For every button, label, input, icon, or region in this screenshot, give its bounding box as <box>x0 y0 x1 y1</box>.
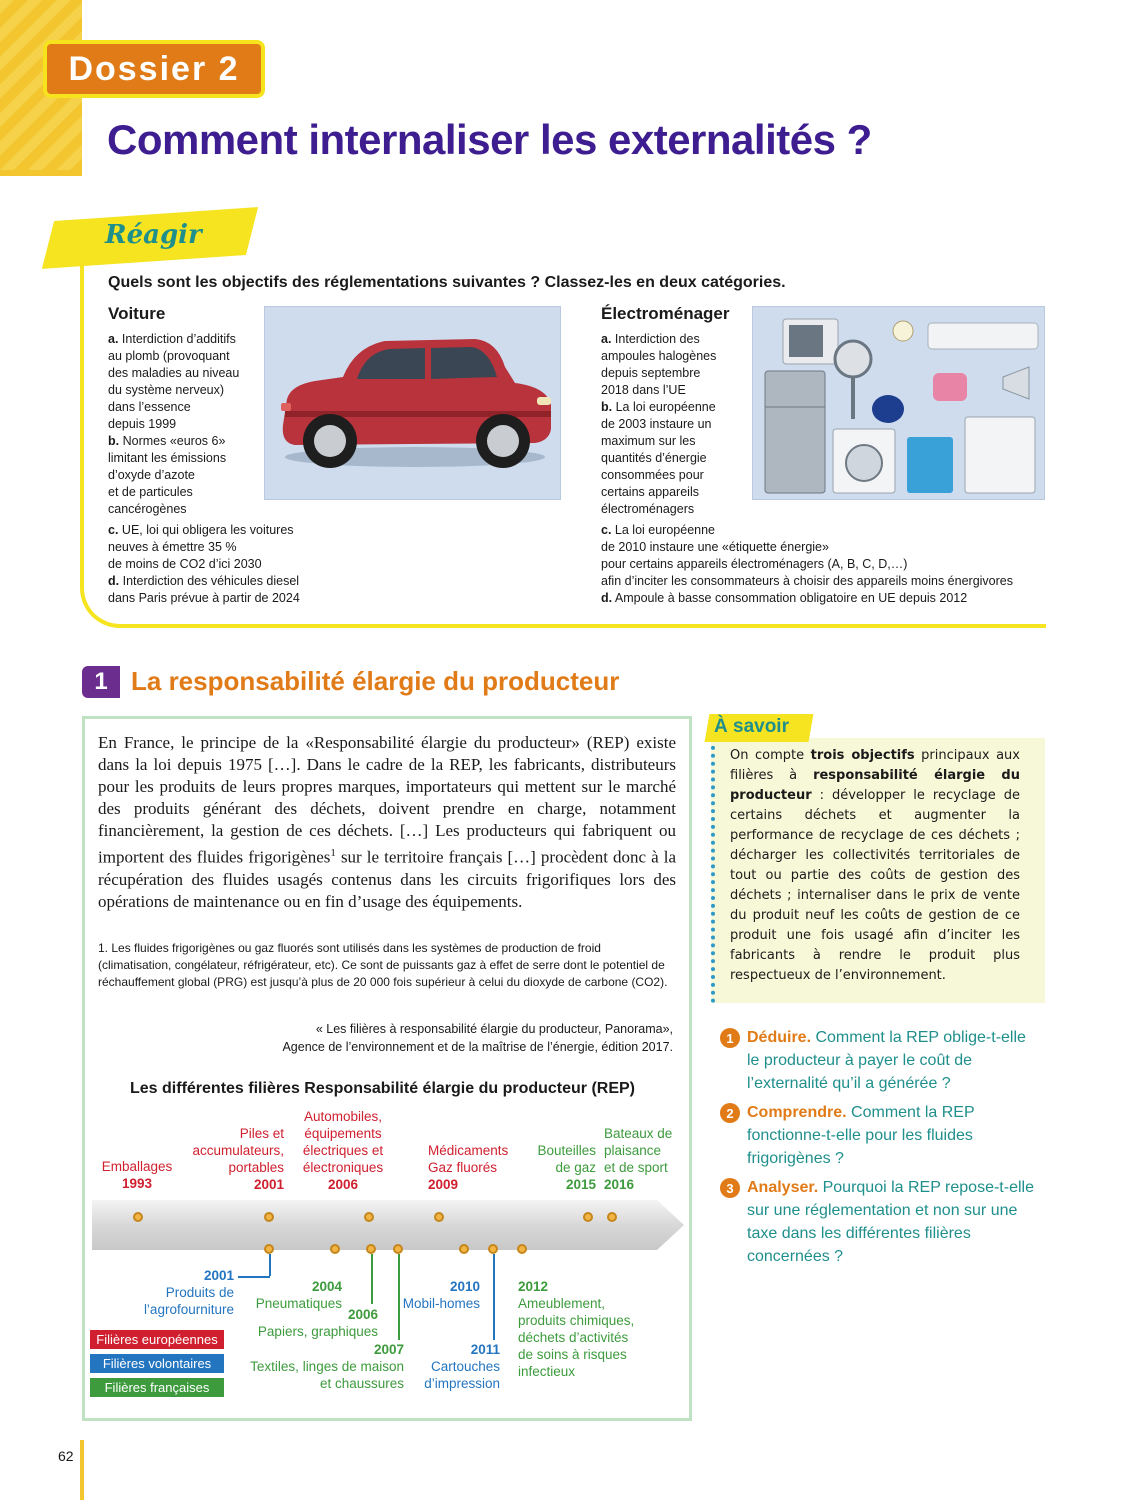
question-number: 1 <box>720 1028 740 1048</box>
timeline-top-item <box>182 1125 284 1193</box>
timeline-dot <box>366 1244 376 1254</box>
question-item <box>720 1101 1040 1170</box>
tl-label: l’agrofourniture <box>143 1302 234 1317</box>
tl-label: Gaz fluorés <box>428 1160 498 1175</box>
savoir-part: principaux aux filières à <box>730 748 1020 783</box>
tl-label: équipements <box>304 1126 382 1141</box>
tl-label: Cartouches <box>430 1359 500 1374</box>
tl-year: 2006 <box>327 1177 359 1192</box>
doc-text-part2: sur le territoire français […] procèdent donc à la récupération des fluides usagés contenus dans les circuits frigorifiques lors des opérations de maintenance ou en fin d’usage des équipements. <box>98 847 676 911</box>
timeline-top-item <box>604 1125 684 1193</box>
item-line: La loi européenne <box>614 523 716 537</box>
tl-label: électroniques <box>302 1160 384 1175</box>
tl-year: 2012 <box>518 1279 549 1294</box>
reagir-label: Réagir <box>105 220 202 250</box>
item-line: UE, loi qui obligera les voitures <box>121 523 294 537</box>
question-keyword: Analyser. <box>747 1179 819 1196</box>
section-number: 1 <box>82 666 120 698</box>
item-line: depuis septembre <box>601 366 701 380</box>
voiture-item-a <box>108 331 258 518</box>
legend-francaises: Filières françaises <box>90 1378 224 1397</box>
tl-year: 2015 <box>565 1177 596 1192</box>
item-line: de 2003 instaure un <box>601 417 712 431</box>
item-line: consommées pour <box>601 468 704 482</box>
voiture-item-c <box>108 522 300 607</box>
source-line: « Les filières à responsabilité élargie du producteur, Panorama», <box>315 1022 673 1036</box>
item-letter: a. <box>108 332 119 346</box>
timeline-dot <box>264 1212 274 1222</box>
page-title: Comment internaliser les externalités ? <box>107 116 872 163</box>
question-item <box>720 1026 1040 1095</box>
tl-year: 2010 <box>449 1279 480 1294</box>
savoir-bold: trois objectifs <box>810 748 915 763</box>
tl-year: 2016 <box>604 1177 635 1192</box>
item-line: cancérogènes <box>108 502 187 516</box>
item-letter: b. <box>601 400 613 414</box>
timeline-dot <box>607 1212 617 1222</box>
timeline-dot <box>330 1244 340 1254</box>
item-letter: c. <box>601 523 612 537</box>
item-line: limitant les émissions <box>108 451 227 465</box>
item-line: du système nerveux) <box>108 383 225 397</box>
item-line: maximum sur les <box>601 434 696 448</box>
question-text: Comment la REP oblige-t-elle le producteur à payer le coût de l’externalité qu’il a générée ? <box>747 1029 1026 1092</box>
timeline-top-item <box>100 1158 174 1192</box>
tl-year: 2004 <box>311 1279 342 1294</box>
question-text: Comment la REP fonctionne-t-elle pour les fluides frigorigènes ? <box>747 1104 975 1167</box>
page-bar <box>80 1440 84 1500</box>
page-number: 62 <box>58 1448 74 1464</box>
timeline-dot <box>488 1244 498 1254</box>
item-line: ampoules halogènes <box>601 349 717 363</box>
connector-line <box>371 1254 373 1304</box>
tl-label: portables <box>228 1160 284 1175</box>
timeline-dot <box>393 1244 403 1254</box>
item-line: Normes «euros 6» <box>122 434 226 448</box>
timeline-top-item <box>428 1142 524 1193</box>
tl-label: et chaussures <box>319 1376 404 1391</box>
item-letter: d. <box>601 591 613 605</box>
footnote: 1. Les fluides frigorigènes ou gaz fluorés sont utilisés dans les systèmes de production de froid (climatisation, congélateur, réfrigérateur, etc). Ce sont de puissants gaz à effet de serre dont le potentiel de réchauffement global (PRG) est jusqu’à plus de 20 000 fois supérieur à celui du dioxyde de carbone (CO2). <box>98 941 668 989</box>
legend-volontaires: Filières volontaires <box>90 1354 224 1373</box>
item-line: Ampoule à basse consommation obligatoire en UE depuis 2012 <box>614 591 968 605</box>
tl-label: d’impression <box>424 1376 500 1391</box>
tl-year: 2009 <box>428 1177 459 1192</box>
savoir-part: : développer le recyclage de certains déchets et augmenter la performance de recyclage de ces déchets ; décharger les collectivités territoriales de tout ou partie des coûts de gestion des déchets ; internaliser dans le prix de vente du produit neuf les coûts de gestion de ce produit une fois usagé afin d’inciter les fabricants à rendre le produit plus respectueux de l’environnement. <box>730 788 1020 983</box>
savoir-label: À savoir <box>714 716 789 737</box>
question-keyword: Déduire. <box>747 1029 812 1046</box>
item-line: dans Paris prévue à partir de 2024 <box>108 591 300 605</box>
electro-title: Électroménager <box>601 304 730 323</box>
tl-label: Ameublement, <box>518 1296 606 1311</box>
tl-label: Bouteilles <box>537 1143 596 1158</box>
tl-year: 2011 <box>470 1342 500 1357</box>
connector-line <box>493 1254 495 1340</box>
legend-europe: Filières européennes <box>90 1330 224 1349</box>
question-text: Pourquoi la REP repose-t-elle sur une réglementation et non sur une taxe dans les différentes filières concernées ? <box>747 1179 1034 1265</box>
item-line: afin d’inciter les consommateurs à choisir des appareils moins énergivores <box>601 574 1013 588</box>
tl-label: Emballages <box>101 1159 173 1174</box>
question-keyword: Comprendre. <box>747 1104 847 1121</box>
timeline-dot <box>364 1212 374 1222</box>
source-line: Agence de l’environnement et de la maîtrise de l’énergie, édition 2017. <box>282 1040 673 1054</box>
header-stripe-line <box>0 170 82 176</box>
dossier-badge: Dossier 2 <box>43 40 265 98</box>
tl-year: 2001 <box>253 1177 284 1192</box>
tl-year: 2007 <box>373 1342 404 1357</box>
timeline-top-item <box>290 1108 396 1193</box>
item-line: La loi européenne <box>615 400 716 414</box>
item-line: dans l’essence <box>108 400 191 414</box>
timeline-dot <box>517 1244 527 1254</box>
tl-label: infectieux <box>518 1364 576 1379</box>
timeline-bottom-item <box>250 1306 378 1340</box>
item-line: Interdiction des <box>614 332 700 346</box>
tl-label: Textiles, linges de maison <box>250 1359 404 1374</box>
tl-year: 2006 <box>347 1307 378 1322</box>
item-line: des maladies au niveau <box>108 366 240 380</box>
item-letter: d. <box>108 574 120 588</box>
section-title: La responsabilité élargie du producteur <box>131 666 620 696</box>
item-line: depuis 1999 <box>108 417 177 431</box>
voiture-title: Voiture <box>108 304 166 323</box>
car-illustration <box>264 306 561 500</box>
connector-line <box>269 1254 271 1276</box>
item-line: électroménagers <box>601 502 695 516</box>
question-item <box>720 1176 1040 1268</box>
savoir-bold: responsabilité élargie du producteur <box>730 768 1020 803</box>
item-line: et de particules <box>108 485 193 499</box>
item-line: certains appareils <box>601 485 699 499</box>
item-line: Interdiction d’additifs <box>121 332 236 346</box>
tl-label: Produits de <box>165 1285 234 1300</box>
savoir-part: On compte <box>730 748 811 763</box>
item-line: au plomb (provoquant <box>108 349 230 363</box>
timeline-dot <box>583 1212 593 1222</box>
item-letter: c. <box>108 523 119 537</box>
item-line: de moins de CO2 d’ici 2030 <box>108 557 262 571</box>
footnote-ref: 1 <box>330 847 336 859</box>
item-line: neuves à émettre 35 % <box>108 540 237 554</box>
tl-label: et de sport <box>604 1160 668 1175</box>
tl-label: plaisance <box>604 1143 662 1158</box>
doc-text-part1: En France, le principe de la «Responsabilité élargie du producteur» (REP) existe dans la loi depuis 1975 […]. Dans le cadre de la REP, les fabricants, distributeurs pour les produits de leurs propres marques, importateurs qui mettent sur le marché des produits générant des déchets, doivent prendre en charge, notamment financièrement, la gestion de ces déchets. […] Les producteurs qui fabriquent ou importent des fluides frigorigènes <box>98 733 676 867</box>
timeline-dot <box>133 1212 143 1222</box>
tl-label: Papiers, graphiques <box>257 1324 378 1339</box>
timeline-dot <box>459 1244 469 1254</box>
timeline-arrow <box>92 1200 684 1250</box>
item-letter: a. <box>601 332 612 346</box>
appliances-icon <box>753 307 1046 501</box>
timeline-title: Les différentes filières Responsabilité élargie du producteur (REP) <box>130 1080 636 1097</box>
electro-item-cd <box>601 522 1013 607</box>
source-citation <box>282 1020 673 1056</box>
timeline-bottom-item <box>518 1278 668 1380</box>
item-line: pour certains appareils électroménagers (A, B, C, D,…) <box>601 557 908 571</box>
reagir-question: Quels sont les objectifs des réglementations suivantes ? Classez-les en deux catégories. <box>108 274 786 291</box>
question-number: 3 <box>720 1178 740 1198</box>
item-line: d’oxyde d’azote <box>108 468 195 482</box>
tl-label: Mobil-homes <box>402 1296 480 1311</box>
tl-year: 2001 <box>203 1268 234 1283</box>
item-line: de 2010 instaure une «étiquette énergie» <box>601 540 829 554</box>
tl-label: Pneumatiques <box>255 1296 342 1311</box>
car-icon <box>265 307 562 501</box>
tl-label: produits chimiques, <box>518 1313 635 1328</box>
timeline-dot <box>264 1244 274 1254</box>
item-line: 2018 dans l’UE <box>601 383 686 397</box>
electro-item-ab <box>601 331 751 518</box>
question-number: 2 <box>720 1103 740 1123</box>
tl-label: Automobiles, <box>303 1109 383 1124</box>
item-line: quantités d’énergie <box>601 451 707 465</box>
item-line: Interdiction des véhicules diesel <box>122 574 300 588</box>
tl-label: Bateaux de <box>604 1126 673 1141</box>
timeline-bottom-item <box>130 1267 234 1318</box>
tl-label: Piles et <box>239 1126 284 1141</box>
tl-label: électriques et <box>302 1143 384 1158</box>
document-text <box>98 732 676 913</box>
tl-year: 1993 <box>121 1176 153 1191</box>
timeline-dot <box>434 1212 444 1222</box>
timeline-bottom-item <box>398 1278 480 1312</box>
appliances-illustration <box>752 306 1045 500</box>
timeline-bottom-item <box>416 1341 500 1392</box>
savoir-text <box>730 746 1020 986</box>
tl-label: de gaz <box>555 1160 596 1175</box>
tl-label: de soins à risques <box>518 1347 627 1362</box>
timeline-top-item <box>530 1142 596 1193</box>
tl-label: Médicaments <box>428 1143 509 1158</box>
tl-label: accumulateurs, <box>192 1143 284 1158</box>
tl-label: déchets d’activités <box>518 1330 629 1345</box>
timeline-bottom-item <box>240 1341 404 1392</box>
item-letter: b. <box>108 434 120 448</box>
